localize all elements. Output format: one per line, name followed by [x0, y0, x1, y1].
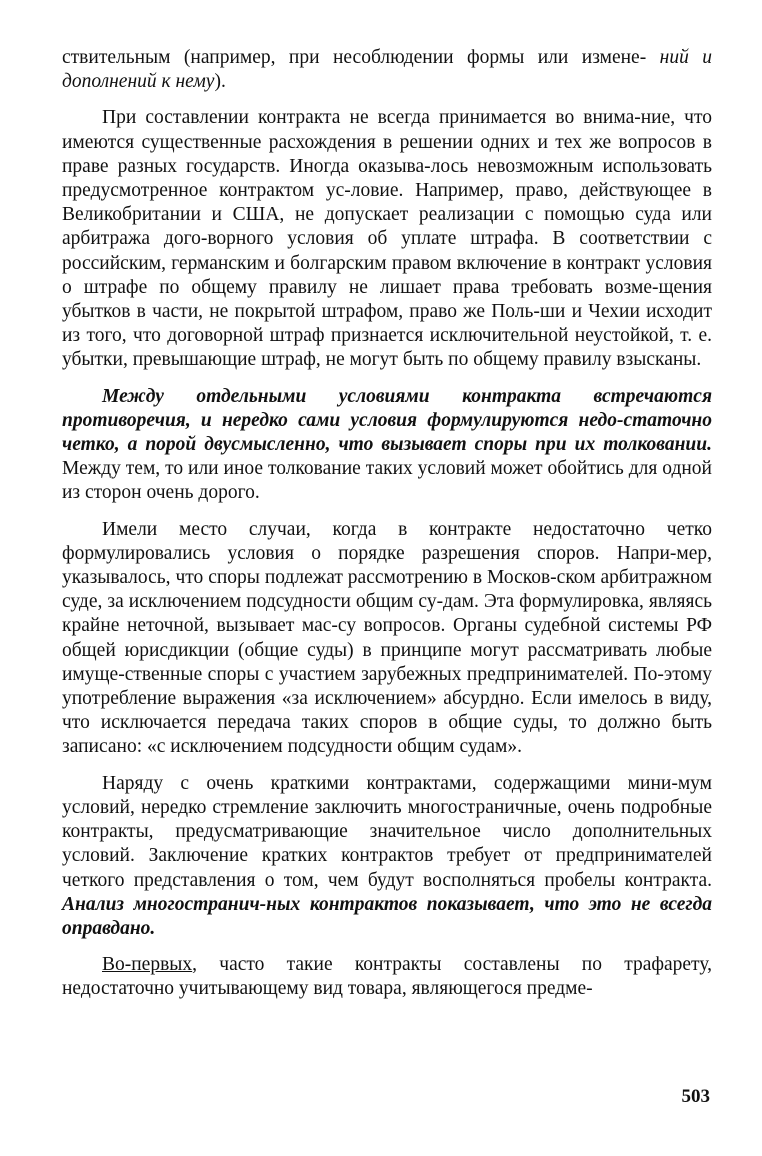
paragraph-6-underlined: Во-первых	[102, 954, 193, 976]
paragraph-5-emphasis: Анализ многостранич-ных контрактов показывает, что это не всегда оправдано.	[62, 893, 712, 939]
page-number: 503	[681, 1086, 710, 1107]
paragraph-1-italic: ний и дополнений к нему	[62, 47, 712, 93]
page-body	[62, 46, 712, 1002]
paragraph-3-text: Между тем, то или иное толкование таких условий может обойтись для одной из сторон очень дорого.	[62, 458, 712, 504]
paragraph-3-emphasis: Между отдельными условиями контракта встречаются противоречия, и нередко сами условия формулируются недо-статочно четко, а порой двусмысленно, что вызывает споры при их толковании.	[62, 385, 712, 456]
paragraph-1	[62, 46, 712, 94]
paragraph-6-text: , часто такие контракты составлены по трафарету, недостаточно учитывающему вид товара, являющегося предме-	[62, 954, 712, 1000]
paragraph-4	[62, 518, 712, 760]
paragraph-1-text: ствительным (например, при несоблюдении формы или измене-	[62, 47, 647, 68]
paragraph-3	[62, 385, 712, 506]
paragraph-2	[62, 106, 712, 372]
paragraph-6	[62, 953, 712, 1001]
paragraph-4-text: Имели место случаи, когда в контракте недостаточно четко формулировались условия о порядке разрешения споров. Напри-мер, указывалось, что споры подлежат рассмотрению в Москов-ском арбитражном суде, за исключением подсудности общим су-дам. Эта формулировка, являясь крайне неточной, вызывает мас-су вопросов. Органы судебной системы РФ общей юрисдикции (общие суды) в принципе могут рассматривать любые имуще-ственные споры с участием зарубежных предпринимателей. По-этому употребление выражения «за исключением» абсурдно. Если имелось в виду, что исключается передача таких споров в общие суды, то должно быть записано: «с исключением подсудности общим судам».	[62, 518, 712, 758]
paragraph-5	[62, 772, 712, 941]
paragraph-1-tail: ).	[214, 71, 226, 93]
paragraph-2-text: При составлении контракта не всегда принимается во внима-ние, что имеются существенные расхождения в решении одних и тех же вопросов в праве разных государств. Иногда оказыва-лось невозможным использовать предусмотренное контрактом ус-ловие. Например, право, действующее в Великобритании и США, не допускает реализации с помощью суда или арбитража дого-ворного условия об уплате штрафа. В соответствии с российским, германским и болгарским правом включение в контракт условия о штрафе по общему правилу не лишает права требовать возме-щения убытков в части, не покрытой штрафом, право же Поль-ши и Чехии исходит из того, что договорной штраф признается исключительной неустойкой, т. е. убытки, превышающие штраф, не могут быть по общему правилу взысканы.	[62, 107, 712, 371]
paragraph-5-text: Наряду с очень краткими контрактами, содержащими мини-мум условий, нередко стремление заключить многостраничные, очень подробные контракты, предусматривающие значительное число дополнительных условий. Заключение кратких контрактов требует от предпринимателей четкого представления о том, чем будут восполняться пробелы контракта.	[62, 772, 712, 891]
